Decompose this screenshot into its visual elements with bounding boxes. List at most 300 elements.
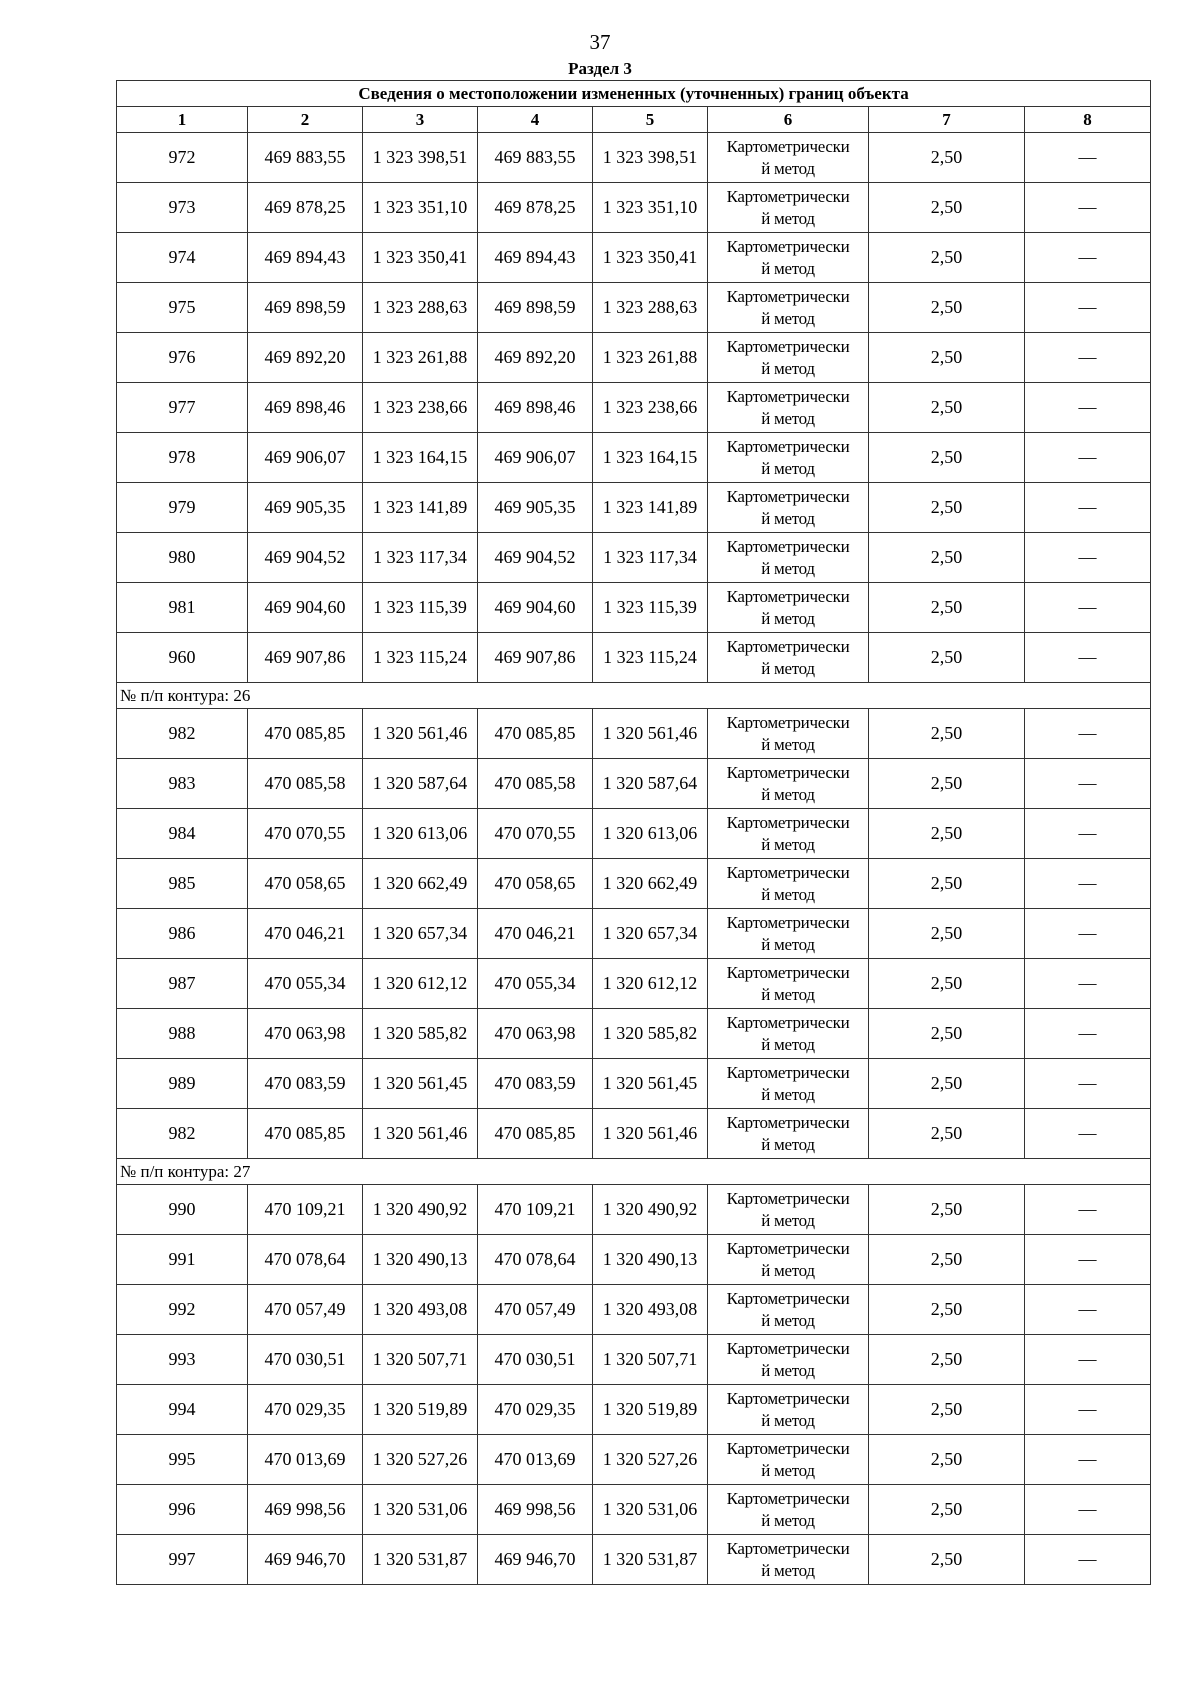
- x-existing-cell: 470 063,98: [248, 1009, 363, 1059]
- method-line-1: Картометрически: [726, 1538, 850, 1558]
- y-existing-cell: 1 323 350,41: [363, 233, 478, 283]
- y-new-cell: 1 320 561,46: [593, 709, 708, 759]
- y-existing-cell: 1 320 519,89: [363, 1385, 478, 1435]
- method-line-1: Картометрически: [726, 1012, 850, 1032]
- y-new-cell: 1 320 493,08: [593, 1285, 708, 1335]
- method-line-2: й метод: [761, 784, 815, 804]
- y-new-cell: 1 323 288,63: [593, 283, 708, 333]
- description-cell: —: [1025, 809, 1151, 859]
- table-row: [117, 1059, 1151, 1109]
- boundary-coordinates-table: [116, 80, 1151, 1585]
- column-header-row: [117, 107, 1151, 133]
- accuracy-cell: 2,50: [869, 1109, 1025, 1159]
- method-line-1: Картометрически: [726, 1062, 850, 1082]
- method-line-1: Картометрически: [726, 1238, 850, 1258]
- description-cell: —: [1025, 959, 1151, 1009]
- y-existing-cell: 1 320 662,49: [363, 859, 478, 909]
- method-cell: [708, 1535, 869, 1585]
- x-existing-cell: 470 013,69: [248, 1435, 363, 1485]
- method-cell: [708, 433, 869, 483]
- method-cell: [708, 533, 869, 583]
- x-new-cell: 469 907,86: [478, 633, 593, 683]
- point-number-cell: 960: [117, 633, 248, 683]
- y-new-cell: 1 323 238,66: [593, 383, 708, 433]
- accuracy-cell: 2,50: [869, 1285, 1025, 1335]
- description-cell: —: [1025, 759, 1151, 809]
- method-line-1: Картометрически: [726, 486, 850, 506]
- method-line-2: й метод: [761, 308, 815, 328]
- x-new-cell: 470 085,85: [478, 709, 593, 759]
- method-line-2: й метод: [761, 984, 815, 1004]
- method-cell: [708, 583, 869, 633]
- y-existing-cell: 1 320 490,92: [363, 1185, 478, 1235]
- y-existing-cell: 1 323 351,10: [363, 183, 478, 233]
- y-existing-cell: 1 320 657,34: [363, 909, 478, 959]
- accuracy-cell: 2,50: [869, 809, 1025, 859]
- accuracy-cell: 2,50: [869, 383, 1025, 433]
- method-line-1: Картометрически: [726, 1288, 850, 1308]
- x-existing-cell: 470 078,64: [248, 1235, 363, 1285]
- method-line-1: Картометрически: [726, 236, 850, 256]
- method-cell: [708, 1385, 869, 1435]
- method-cell: [708, 859, 869, 909]
- x-existing-cell: 470 057,49: [248, 1285, 363, 1335]
- x-new-cell: 469 878,25: [478, 183, 593, 233]
- column-header: 2: [248, 107, 363, 133]
- table-row: [117, 709, 1151, 759]
- method-cell: [708, 1435, 869, 1485]
- description-cell: —: [1025, 1235, 1151, 1285]
- y-existing-cell: 1 323 115,39: [363, 583, 478, 633]
- method-line-2: й метод: [761, 1310, 815, 1330]
- y-new-cell: 1 320 612,12: [593, 959, 708, 1009]
- y-existing-cell: 1 320 531,87: [363, 1535, 478, 1585]
- method-cell: [708, 283, 869, 333]
- table-title: Сведения о местоположении измененных (уточненных) границ объекта: [117, 81, 1151, 107]
- method-line-2: й метод: [761, 558, 815, 578]
- point-number-cell: 980: [117, 533, 248, 583]
- method-line-1: Картометрически: [726, 286, 850, 306]
- table-row: [117, 383, 1151, 433]
- x-new-cell: 470 029,35: [478, 1385, 593, 1435]
- method-line-2: й метод: [761, 1360, 815, 1380]
- method-cell: [708, 1109, 869, 1159]
- method-line-1: Картометрически: [726, 536, 850, 556]
- x-existing-cell: 470 055,34: [248, 959, 363, 1009]
- method-cell: [708, 383, 869, 433]
- x-new-cell: 470 083,59: [478, 1059, 593, 1109]
- point-number-cell: 984: [117, 809, 248, 859]
- table-row: [117, 283, 1151, 333]
- y-existing-cell: 1 320 613,06: [363, 809, 478, 859]
- method-cell: [708, 133, 869, 183]
- y-existing-cell: 1 320 561,46: [363, 1109, 478, 1159]
- method-cell: [708, 233, 869, 283]
- x-new-cell: 470 063,98: [478, 1009, 593, 1059]
- y-existing-cell: 1 323 398,51: [363, 133, 478, 183]
- point-number-cell: 983: [117, 759, 248, 809]
- x-existing-cell: 470 029,35: [248, 1385, 363, 1435]
- point-number-cell: 982: [117, 709, 248, 759]
- y-existing-cell: 1 323 141,89: [363, 483, 478, 533]
- point-number-cell: 981: [117, 583, 248, 633]
- method-line-2: й метод: [761, 1084, 815, 1104]
- y-existing-cell: 1 323 117,34: [363, 533, 478, 583]
- x-new-cell: 469 904,52: [478, 533, 593, 583]
- accuracy-cell: 2,50: [869, 1385, 1025, 1435]
- table-row: [117, 759, 1151, 809]
- y-new-cell: 1 323 115,24: [593, 633, 708, 683]
- description-cell: —: [1025, 1435, 1151, 1485]
- point-number-cell: 975: [117, 283, 248, 333]
- x-existing-cell: 469 894,43: [248, 233, 363, 283]
- description-cell: —: [1025, 1185, 1151, 1235]
- method-line-2: й метод: [761, 934, 815, 954]
- table-row: [117, 859, 1151, 909]
- method-line-2: й метод: [761, 608, 815, 628]
- y-new-cell: 1 320 585,82: [593, 1009, 708, 1059]
- method-cell: [708, 183, 869, 233]
- y-new-cell: 1 320 507,71: [593, 1335, 708, 1385]
- x-existing-cell: 469 904,60: [248, 583, 363, 633]
- method-cell: [708, 959, 869, 1009]
- y-existing-cell: 1 320 587,64: [363, 759, 478, 809]
- x-existing-cell: 469 906,07: [248, 433, 363, 483]
- x-existing-cell: 469 883,55: [248, 133, 363, 183]
- method-cell: [708, 1185, 869, 1235]
- method-line-2: й метод: [761, 834, 815, 854]
- x-new-cell: 470 085,85: [478, 1109, 593, 1159]
- y-existing-cell: 1 320 490,13: [363, 1235, 478, 1285]
- x-new-cell: 470 055,34: [478, 959, 593, 1009]
- x-new-cell: 469 905,35: [478, 483, 593, 533]
- table-row: [117, 483, 1151, 533]
- x-existing-cell: 469 998,56: [248, 1485, 363, 1535]
- accuracy-cell: 2,50: [869, 533, 1025, 583]
- y-existing-cell: 1 320 561,45: [363, 1059, 478, 1109]
- accuracy-cell: 2,50: [869, 433, 1025, 483]
- y-existing-cell: 1 323 261,88: [363, 333, 478, 383]
- x-new-cell: 469 904,60: [478, 583, 593, 633]
- method-cell: [708, 483, 869, 533]
- y-new-cell: 1 320 613,06: [593, 809, 708, 859]
- table-row: [117, 1385, 1151, 1435]
- method-line-1: Картометрически: [726, 1438, 850, 1458]
- method-cell: [708, 633, 869, 683]
- point-number-cell: 973: [117, 183, 248, 233]
- method-line-2: й метод: [761, 1560, 815, 1580]
- method-line-2: й метод: [761, 408, 815, 428]
- method-cell: [708, 1235, 869, 1285]
- x-existing-cell: 470 085,85: [248, 1109, 363, 1159]
- description-cell: —: [1025, 433, 1151, 483]
- x-existing-cell: 469 946,70: [248, 1535, 363, 1585]
- y-new-cell: 1 320 531,87: [593, 1535, 708, 1585]
- method-line-2: й метод: [761, 1410, 815, 1430]
- table-row: [117, 1535, 1151, 1585]
- accuracy-cell: 2,50: [869, 709, 1025, 759]
- x-new-cell: 469 883,55: [478, 133, 593, 183]
- accuracy-cell: 2,50: [869, 333, 1025, 383]
- description-cell: —: [1025, 133, 1151, 183]
- contour-row: [117, 1159, 1151, 1185]
- x-new-cell: 470 085,58: [478, 759, 593, 809]
- table-row: [117, 809, 1151, 859]
- description-cell: —: [1025, 533, 1151, 583]
- point-number-cell: 985: [117, 859, 248, 909]
- description-cell: —: [1025, 1535, 1151, 1585]
- description-cell: —: [1025, 1009, 1151, 1059]
- method-line-2: й метод: [761, 658, 815, 678]
- x-new-cell: 469 906,07: [478, 433, 593, 483]
- accuracy-cell: 2,50: [869, 1009, 1025, 1059]
- accuracy-cell: 2,50: [869, 909, 1025, 959]
- y-existing-cell: 1 320 561,46: [363, 709, 478, 759]
- description-cell: —: [1025, 1059, 1151, 1109]
- description-cell: —: [1025, 583, 1151, 633]
- x-new-cell: 469 898,59: [478, 283, 593, 333]
- x-existing-cell: 469 898,59: [248, 283, 363, 333]
- page-number: 37: [589, 30, 611, 54]
- x-new-cell: 470 057,49: [478, 1285, 593, 1335]
- y-new-cell: 1 323 261,88: [593, 333, 708, 383]
- table-row: [117, 1285, 1151, 1335]
- y-new-cell: 1 320 490,13: [593, 1235, 708, 1285]
- method-line-1: Картометрически: [726, 1388, 850, 1408]
- method-line-2: й метод: [761, 1034, 815, 1054]
- method-line-2: й метод: [761, 258, 815, 278]
- table-row: [117, 233, 1151, 283]
- table-row: [117, 633, 1151, 683]
- description-cell: —: [1025, 383, 1151, 433]
- accuracy-cell: 2,50: [869, 1185, 1025, 1235]
- table-row: [117, 1009, 1151, 1059]
- point-number-cell: 997: [117, 1535, 248, 1585]
- y-existing-cell: 1 323 115,24: [363, 633, 478, 683]
- description-cell: —: [1025, 483, 1151, 533]
- method-line-2: й метод: [761, 1210, 815, 1230]
- x-existing-cell: 469 907,86: [248, 633, 363, 683]
- method-line-1: Картометрически: [726, 636, 850, 656]
- accuracy-cell: 2,50: [869, 483, 1025, 533]
- method-line-2: й метод: [761, 1134, 815, 1154]
- x-existing-cell: 470 070,55: [248, 809, 363, 859]
- point-number-cell: 988: [117, 1009, 248, 1059]
- y-existing-cell: 1 320 585,82: [363, 1009, 478, 1059]
- column-header: 8: [1025, 107, 1151, 133]
- description-cell: —: [1025, 633, 1151, 683]
- table-row: [117, 583, 1151, 633]
- table-title-row: [117, 81, 1151, 107]
- point-number-cell: 987: [117, 959, 248, 1009]
- point-number-cell: 996: [117, 1485, 248, 1535]
- y-new-cell: 1 320 527,26: [593, 1435, 708, 1485]
- point-number-cell: 990: [117, 1185, 248, 1235]
- accuracy-cell: 2,50: [869, 183, 1025, 233]
- table-row: [117, 333, 1151, 383]
- column-header: 5: [593, 107, 708, 133]
- method-line-2: й метод: [761, 458, 815, 478]
- method-line-2: й метод: [761, 734, 815, 754]
- description-cell: —: [1025, 1485, 1151, 1535]
- method-line-1: Картометрически: [726, 436, 850, 456]
- method-line-1: Картометрически: [726, 862, 850, 882]
- method-line-2: й метод: [761, 1510, 815, 1530]
- method-line-2: й метод: [761, 1460, 815, 1480]
- y-new-cell: 1 320 561,45: [593, 1059, 708, 1109]
- x-existing-cell: 470 046,21: [248, 909, 363, 959]
- x-new-cell: 470 058,65: [478, 859, 593, 909]
- x-new-cell: 470 046,21: [478, 909, 593, 959]
- table-row: [117, 959, 1151, 1009]
- description-cell: —: [1025, 1335, 1151, 1385]
- description-cell: —: [1025, 859, 1151, 909]
- method-line-1: Картометрически: [726, 1488, 850, 1508]
- column-header: 1: [117, 107, 248, 133]
- method-line-1: Картометрически: [726, 136, 850, 156]
- contour-label: № п/п контура: 27: [117, 1159, 1151, 1185]
- method-line-1: Картометрически: [726, 386, 850, 406]
- column-header: 4: [478, 107, 593, 133]
- point-number-cell: 992: [117, 1285, 248, 1335]
- y-new-cell: 1 320 657,34: [593, 909, 708, 959]
- method-line-1: Картометрически: [726, 912, 850, 932]
- table-row: [117, 1435, 1151, 1485]
- y-new-cell: 1 323 398,51: [593, 133, 708, 183]
- point-number-cell: 982: [117, 1109, 248, 1159]
- method-cell: [708, 809, 869, 859]
- y-new-cell: 1 323 117,34: [593, 533, 708, 583]
- method-line-1: Картометрически: [726, 762, 850, 782]
- x-new-cell: 470 013,69: [478, 1435, 593, 1485]
- description-cell: —: [1025, 183, 1151, 233]
- method-line-1: Картометрически: [726, 1112, 850, 1132]
- method-line-1: Картометрически: [726, 1338, 850, 1358]
- accuracy-cell: 2,50: [869, 959, 1025, 1009]
- table-row: [117, 433, 1151, 483]
- x-existing-cell: 469 878,25: [248, 183, 363, 233]
- y-new-cell: 1 323 164,15: [593, 433, 708, 483]
- point-number-cell: 979: [117, 483, 248, 533]
- column-header: 7: [869, 107, 1025, 133]
- y-new-cell: 1 320 519,89: [593, 1385, 708, 1435]
- point-number-cell: 974: [117, 233, 248, 283]
- point-number-cell: 991: [117, 1235, 248, 1285]
- x-existing-cell: 469 892,20: [248, 333, 363, 383]
- y-existing-cell: 1 323 288,63: [363, 283, 478, 333]
- column-header: 3: [363, 107, 478, 133]
- y-existing-cell: 1 320 531,06: [363, 1485, 478, 1535]
- contour-row: [117, 683, 1151, 709]
- accuracy-cell: 2,50: [869, 1535, 1025, 1585]
- y-new-cell: 1 320 587,64: [593, 759, 708, 809]
- accuracy-cell: 2,50: [869, 283, 1025, 333]
- x-existing-cell: 470 109,21: [248, 1185, 363, 1235]
- method-line-1: Картометрически: [726, 712, 850, 732]
- table-row: [117, 909, 1151, 959]
- y-new-cell: 1 323 141,89: [593, 483, 708, 533]
- method-line-2: й метод: [761, 208, 815, 228]
- method-line-2: й метод: [761, 358, 815, 378]
- x-existing-cell: 469 904,52: [248, 533, 363, 583]
- y-new-cell: 1 320 662,49: [593, 859, 708, 909]
- table-row: [117, 1109, 1151, 1159]
- y-existing-cell: 1 323 238,66: [363, 383, 478, 433]
- y-existing-cell: 1 320 493,08: [363, 1285, 478, 1335]
- x-existing-cell: 470 083,59: [248, 1059, 363, 1109]
- accuracy-cell: 2,50: [869, 633, 1025, 683]
- column-header: 6: [708, 107, 869, 133]
- method-line-2: й метод: [761, 1260, 815, 1280]
- x-new-cell: 470 030,51: [478, 1335, 593, 1385]
- point-number-cell: 994: [117, 1385, 248, 1435]
- method-cell: [708, 1285, 869, 1335]
- method-line-2: й метод: [761, 158, 815, 178]
- point-number-cell: 986: [117, 909, 248, 959]
- x-new-cell: 470 070,55: [478, 809, 593, 859]
- method-line-1: Картометрически: [726, 586, 850, 606]
- accuracy-cell: 2,50: [869, 1235, 1025, 1285]
- method-cell: [708, 909, 869, 959]
- method-line-2: й метод: [761, 884, 815, 904]
- method-line-1: Картометрически: [726, 812, 850, 832]
- x-existing-cell: 469 898,46: [248, 383, 363, 433]
- y-new-cell: 1 320 561,46: [593, 1109, 708, 1159]
- y-existing-cell: 1 323 164,15: [363, 433, 478, 483]
- y-new-cell: 1 320 531,06: [593, 1485, 708, 1535]
- method-line-1: Картометрически: [726, 962, 850, 982]
- method-line-1: Картометрически: [726, 186, 850, 206]
- y-existing-cell: 1 320 507,71: [363, 1335, 478, 1385]
- y-new-cell: 1 323 115,39: [593, 583, 708, 633]
- x-new-cell: 470 078,64: [478, 1235, 593, 1285]
- description-cell: —: [1025, 1109, 1151, 1159]
- method-cell: [708, 1009, 869, 1059]
- description-cell: —: [1025, 333, 1151, 383]
- point-number-cell: 978: [117, 433, 248, 483]
- method-line-1: Картометрически: [726, 1188, 850, 1208]
- point-number-cell: 993: [117, 1335, 248, 1385]
- accuracy-cell: 2,50: [869, 1335, 1025, 1385]
- table-row: [117, 183, 1151, 233]
- method-cell: [708, 1059, 869, 1109]
- point-number-cell: 995: [117, 1435, 248, 1485]
- method-cell: [708, 333, 869, 383]
- accuracy-cell: 2,50: [869, 1435, 1025, 1485]
- point-number-cell: 989: [117, 1059, 248, 1109]
- method-cell: [708, 759, 869, 809]
- accuracy-cell: 2,50: [869, 759, 1025, 809]
- table-row: [117, 533, 1151, 583]
- x-existing-cell: 470 058,65: [248, 859, 363, 909]
- table-row: [117, 1335, 1151, 1385]
- x-new-cell: 469 898,46: [478, 383, 593, 433]
- description-cell: —: [1025, 233, 1151, 283]
- description-cell: —: [1025, 909, 1151, 959]
- y-existing-cell: 1 320 612,12: [363, 959, 478, 1009]
- accuracy-cell: 2,50: [869, 859, 1025, 909]
- y-existing-cell: 1 320 527,26: [363, 1435, 478, 1485]
- accuracy-cell: 2,50: [869, 583, 1025, 633]
- section-title: Раздел 3: [568, 59, 632, 78]
- y-new-cell: 1 320 490,92: [593, 1185, 708, 1235]
- accuracy-cell: 2,50: [869, 133, 1025, 183]
- contour-label: № п/п контура: 26: [117, 683, 1151, 709]
- point-number-cell: 977: [117, 383, 248, 433]
- x-new-cell: 470 109,21: [478, 1185, 593, 1235]
- method-line-2: й метод: [761, 508, 815, 528]
- x-new-cell: 469 998,56: [478, 1485, 593, 1535]
